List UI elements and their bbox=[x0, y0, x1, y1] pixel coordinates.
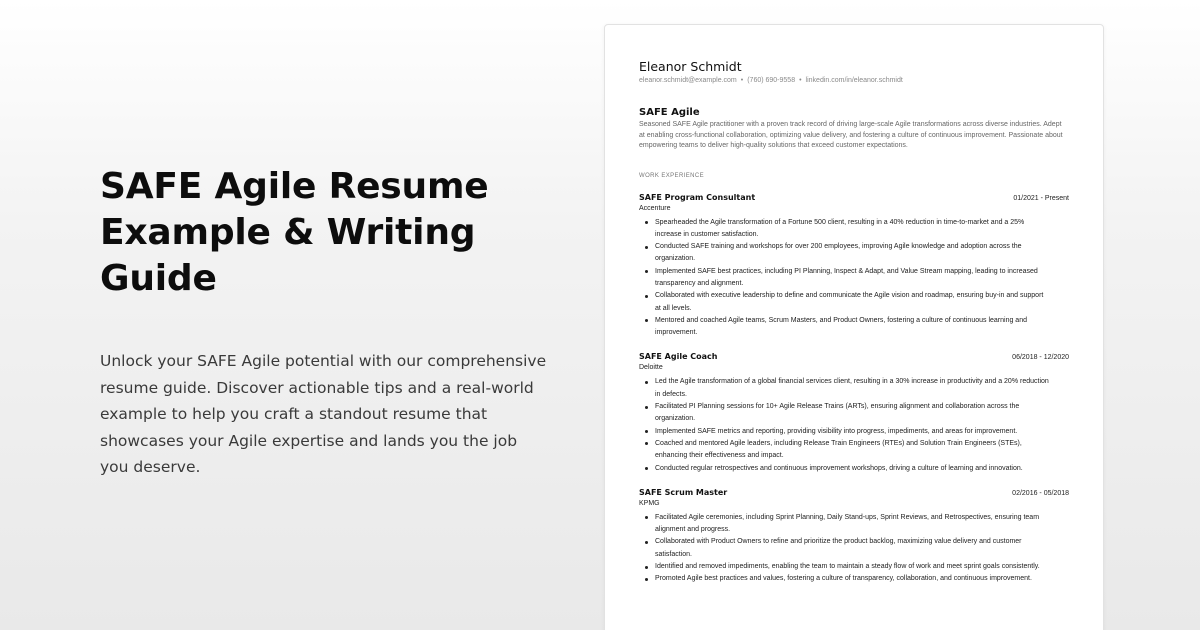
job-bullets bbox=[639, 217, 1069, 340]
job-bullet: Facilitated PI Planning sessions for 10+ Agile Release Trains (ARTs), ensuring alignment and collaboration across the organization. bbox=[645, 401, 1069, 426]
job-bullet: Coached and mentored Agile leaders, including Release Train Engineers (RTEs) and Solution Train Engineers (STEs), enhancing their effectiveness and impact. bbox=[645, 438, 1069, 463]
resume-contact: eleanor.schmidt@example.com • (760) 690-9558 • linkedin.com/in/eleanor.schmidt bbox=[639, 77, 903, 84]
job-bullets bbox=[639, 512, 1069, 586]
job-dates: 01/2021 - Present bbox=[1013, 194, 1069, 202]
job-title: SAFE Program Consultant bbox=[639, 192, 756, 202]
job-bullet: Implemented SAFE metrics and reporting, providing visibility into progress, impediments, and areas for improvement. bbox=[645, 426, 1069, 438]
hero-section bbox=[100, 164, 550, 481]
section-heading-work-experience: WORK EXPERIENCE bbox=[639, 172, 705, 179]
job-bullet: Implemented SAFE best practices, including PI Planning, Inspect & Adapt, and Value Stream mapping, leading to increased transparency and alignment. bbox=[645, 266, 1069, 291]
job-bullet: Led the Agile transformation of a global financial services client, resulting in a 30% increase in productivity and a 20% reduction in defects. bbox=[645, 376, 1069, 401]
job-bullet: Facilitated Agile ceremonies, including Sprint Planning, Daily Stand-ups, Sprint Reviews, and Retrospectives, ensuring team alignment and progress. bbox=[645, 512, 1069, 537]
job-bullet: Conducted regular retrospectives and continuous improvement workshops, driving a culture of learning and innovation. bbox=[645, 463, 1069, 475]
resume-linkedin: linkedin.com/in/eleanor.schmidt bbox=[805, 77, 903, 84]
job-company: Accenture bbox=[639, 204, 671, 212]
job-entry bbox=[639, 192, 1069, 340]
resume-summary: Seasoned SAFE Agile practitioner with a proven track record of driving large-scale Agile transformations across diverse industries. Adept at enabling cross-functional collaboration, optimizing value delivery, and fostering a culture of continuous improvement. Passionate about empowering teams to deliver high-quality solutions that exceed customer expectations. bbox=[639, 121, 1063, 149]
job-bullet: Collaborated with executive leadership to define and communicate the Agile vision and roadmap, ensuring buy-in and support at all levels. bbox=[645, 290, 1069, 315]
job-bullet: Spearheaded the Agile transformation of a Fortune 500 client, resulting in a 40% reduction in time-to-market and a 25% increase in customer satisfaction. bbox=[645, 217, 1069, 242]
resume-preview bbox=[604, 24, 1104, 630]
page-headline bbox=[100, 164, 550, 302]
headline-line: SAFE Agile Resume bbox=[100, 166, 489, 207]
job-bullet: Mentored and coached Agile teams, Scrum Masters, and Product Owners, fostering a culture of continuous learning and improvement. bbox=[645, 315, 1069, 340]
resume-name: Eleanor Schmidt bbox=[639, 59, 742, 74]
job-bullet: Collaborated with Product Owners to refine and prioritize the product backlog, maximizing value delivery and customer satisfaction. bbox=[645, 536, 1069, 561]
job-bullet: Promoted Agile best practices and values, fostering a culture of transparency, collaboration, and continuous improvement. bbox=[645, 573, 1069, 585]
job-title: SAFE Agile Coach bbox=[639, 352, 718, 362]
resume-title: SAFE Agile bbox=[639, 107, 700, 118]
resume-email: eleanor.schmidt@example.com bbox=[639, 77, 737, 84]
job-dates: 06/2018 - 12/2020 bbox=[1012, 354, 1069, 362]
job-bullet: Identified and removed impediments, enabling the team to maintain a steady flow of work and meet sprint goals consistently. bbox=[645, 561, 1069, 573]
job-entry bbox=[639, 487, 1069, 586]
headline-line: Example & Writing bbox=[100, 212, 476, 253]
job-company: Deloitte bbox=[639, 364, 663, 372]
headline-line: Guide bbox=[100, 258, 217, 299]
job-entry bbox=[639, 351, 1069, 474]
hero-description: Unlock your SAFE Agile potential with our comprehensive resume guide. Discover actionable tips and a real-world example to help you craft a standout resume that showcases your Agile expertise and lands you the job you deserve. bbox=[100, 352, 547, 476]
resume-phone: (760) 690-9558 bbox=[747, 77, 796, 84]
job-bullets bbox=[639, 376, 1069, 474]
job-company: KPMG bbox=[639, 499, 660, 507]
job-title: SAFE Scrum Master bbox=[639, 487, 728, 497]
job-bullet: Conducted SAFE training and workshops for over 200 employees, improving Agile knowledge and adoption across the organization. bbox=[645, 241, 1069, 266]
job-dates: 02/2016 - 05/2018 bbox=[1012, 489, 1069, 497]
